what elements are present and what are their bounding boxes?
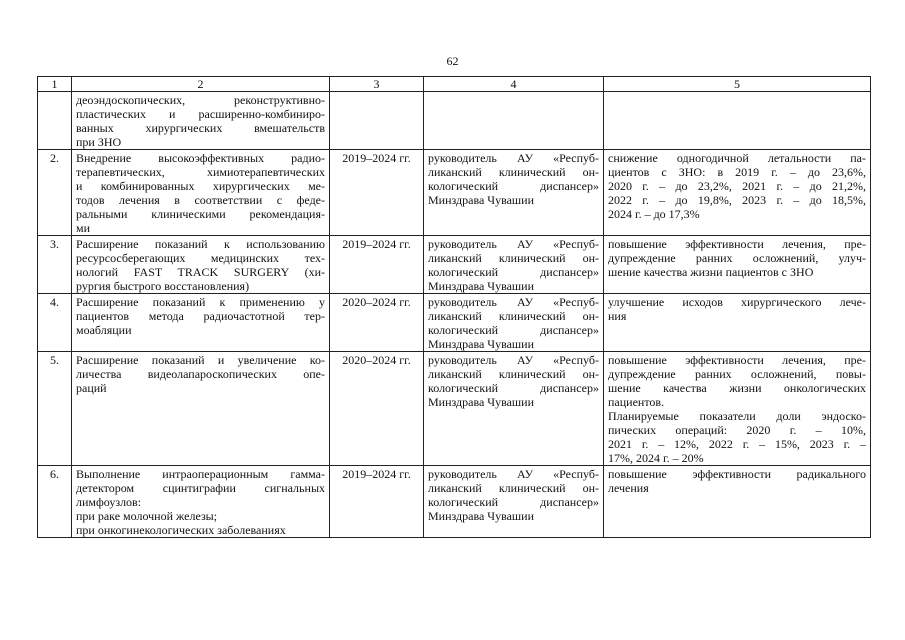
activity-cell-line: ресурсосберегающих медицинских тех- — [76, 251, 325, 265]
period-cell: 2019–2024 гг. — [330, 150, 424, 236]
measures-table — [37, 76, 871, 538]
responsible-cell-line: кологический диспансер» — [428, 265, 599, 279]
result-cell-line: Планируемые показатели доли эндоско- — [608, 409, 866, 423]
result-cell-line: повышение эффективности лечения, пре- — [608, 237, 866, 251]
activity-cell-line: личества видеолапароскопических опе- — [76, 367, 325, 381]
result-cell — [604, 92, 871, 150]
column-header: 4 — [424, 77, 604, 92]
responsible-cell-line: Минздрава Чувашии — [428, 509, 535, 523]
activity-cell-line: Выполнение интраоперационным гамма- — [76, 467, 325, 481]
responsible-cell-line: ликанский клинический он- — [428, 367, 599, 381]
responsible-cell — [424, 466, 604, 538]
result-cell-line: дупреждение ранних осложнений, улуч- — [608, 251, 866, 265]
activity-cell-line: Расширение показаний к применению у — [76, 295, 325, 309]
responsible-cell-line: ликанский клинический он- — [428, 251, 599, 265]
result-cell — [604, 150, 871, 236]
activity-cell-line: при раке молочной железы; — [76, 509, 218, 523]
table-row — [38, 92, 871, 150]
activity-cell-line: раций — [76, 381, 107, 395]
responsible-cell — [424, 294, 604, 352]
activity-cell-line: детектором сцинтиграфии сигнальных — [76, 481, 325, 495]
activity-cell-line: деоэндоскопических, реконструктивно- — [76, 93, 325, 107]
responsible-cell-line: Минздрава Чувашии — [428, 337, 535, 351]
responsible-cell-line: ликанский клинический он- — [428, 309, 599, 323]
activity-cell-line: и комбинированных хирургических ме- — [76, 179, 325, 193]
result-cell-line: шение качества жизни онкологических — [608, 381, 866, 395]
responsible-cell — [424, 352, 604, 466]
responsible-cell-line: руководитель АУ «Респуб- — [428, 151, 599, 165]
responsible-cell-line: кологический диспансер» — [428, 323, 599, 337]
result-cell-line: ния — [608, 309, 627, 323]
responsible-cell-line: руководитель АУ «Респуб- — [428, 467, 599, 481]
activity-cell-line: при ЗНО — [76, 135, 122, 149]
activity-cell — [72, 294, 330, 352]
row-number: 4. — [38, 294, 72, 352]
responsible-cell — [424, 236, 604, 294]
activity-cell-line: лимфоузлов: — [76, 495, 142, 509]
row-number: 5. — [38, 352, 72, 466]
period-cell: 2020–2024 гг. — [330, 352, 424, 466]
activity-cell-line: ральными клиническими рекомендация- — [76, 207, 325, 221]
responsible-cell-line: ликанский клинический он- — [428, 481, 599, 495]
row-number: 2. — [38, 150, 72, 236]
result-cell — [604, 236, 871, 294]
activity-cell-line: пластических и расширенно-комбиниро- — [76, 107, 325, 121]
period-cell: 2020–2024 гг. — [330, 294, 424, 352]
activity-cell-line: моабляции — [76, 323, 132, 337]
activity-cell-line: Расширение показаний и увеличение ко- — [76, 353, 325, 367]
activity-cell-line: ванных хирургических вмешательств — [76, 121, 325, 135]
column-header: 2 — [72, 77, 330, 92]
header-row — [38, 77, 871, 92]
table-row — [38, 236, 871, 294]
activity-cell — [72, 150, 330, 236]
activity-cell-line: пациентов метода радиочастотной тер- — [76, 309, 325, 323]
activity-cell — [72, 236, 330, 294]
activity-cell-line: Расширение показаний к использованию — [76, 237, 325, 251]
responsible-cell-line: руководитель АУ «Респуб- — [428, 295, 599, 309]
table-row — [38, 150, 871, 236]
responsible-cell-line: ликанский клинический он- — [428, 165, 599, 179]
page-number: 62 — [446, 54, 459, 68]
result-cell-line: шение качества жизни пациентов с ЗНО — [608, 265, 814, 279]
row-number — [38, 92, 72, 150]
responsible-cell-line: руководитель АУ «Респуб- — [428, 237, 599, 251]
result-cell-line: повышение эффективности радикального — [608, 467, 866, 481]
activity-cell-line: при онкогинекологических заболеваниях — [76, 523, 286, 537]
responsible-cell-line: Минздрава Чувашии — [428, 395, 535, 409]
row-number: 6. — [38, 466, 72, 538]
activity-cell-line: терапевтических, химиотерапевтических — [76, 165, 325, 179]
activity-cell — [72, 352, 330, 466]
result-cell-line: снижение одногодичной летальности па- — [608, 151, 866, 165]
column-header: 5 — [604, 77, 871, 92]
result-cell — [604, 352, 871, 466]
column-header: 3 — [330, 77, 424, 92]
result-cell-line: циентов с ЗНО: в 2019 г. – до 23,6%, — [608, 165, 866, 179]
result-cell-line: 2022 г. – до 19,8%, 2023 г. – до 18,5%, — [608, 193, 866, 207]
result-cell-line: 17%, 2024 г. – 20% — [608, 451, 704, 465]
period-cell — [330, 92, 424, 150]
result-cell-line: повышение эффективности лечения, пре- — [608, 353, 866, 367]
result-cell-line: дупреждение ранних осложнений, повы- — [608, 367, 866, 381]
activity-cell-line: ми — [76, 221, 91, 235]
result-cell-line: улучшение исходов хирургического лече- — [608, 295, 866, 309]
result-cell — [604, 294, 871, 352]
result-cell-line: 2021 г. – 12%, 2022 г. – 15%, 2023 г. – — [608, 437, 866, 451]
result-cell-line: 2020 г. – до 23,2%, 2021 г. – до 21,2%, — [608, 179, 866, 193]
activity-cell — [72, 466, 330, 538]
responsible-cell-line: Минздрава Чувашии — [428, 193, 535, 207]
responsible-cell-line: кологический диспансер» — [428, 381, 599, 395]
result-cell-line: лечения — [608, 481, 649, 495]
table-row — [38, 294, 871, 352]
responsible-cell — [424, 92, 604, 150]
row-number: 3. — [38, 236, 72, 294]
result-cell — [604, 466, 871, 538]
responsible-cell-line: кологический диспансер» — [428, 495, 599, 509]
responsible-cell-line: руководитель АУ «Респуб- — [428, 353, 599, 367]
responsible-cell — [424, 150, 604, 236]
table-body — [38, 92, 871, 538]
period-cell: 2019–2024 гг. — [330, 236, 424, 294]
table-row — [38, 352, 871, 466]
result-cell-line: пических операций: 2020 г. – 10%, — [608, 423, 866, 437]
activity-cell-line: Внедрение высокоэффективных радио- — [76, 151, 325, 165]
table-row — [38, 466, 871, 538]
responsible-cell-line: Минздрава Чувашии — [428, 279, 535, 293]
activity-cell — [72, 92, 330, 150]
column-header: 1 — [38, 77, 72, 92]
period-cell: 2019–2024 гг. — [330, 466, 424, 538]
responsible-cell-line: кологический диспансер» — [428, 179, 599, 193]
activity-cell-line: тодов лечения в соответствии с феде- — [76, 193, 325, 207]
activity-cell-line: нологий FAST TRACK SURGERY (хи- — [76, 265, 325, 279]
activity-cell-line: рургия быстрого восстановления) — [76, 279, 250, 293]
result-cell-line: 2024 г. – до 17,3% — [608, 207, 700, 221]
result-cell-line: пациентов. — [608, 395, 665, 409]
